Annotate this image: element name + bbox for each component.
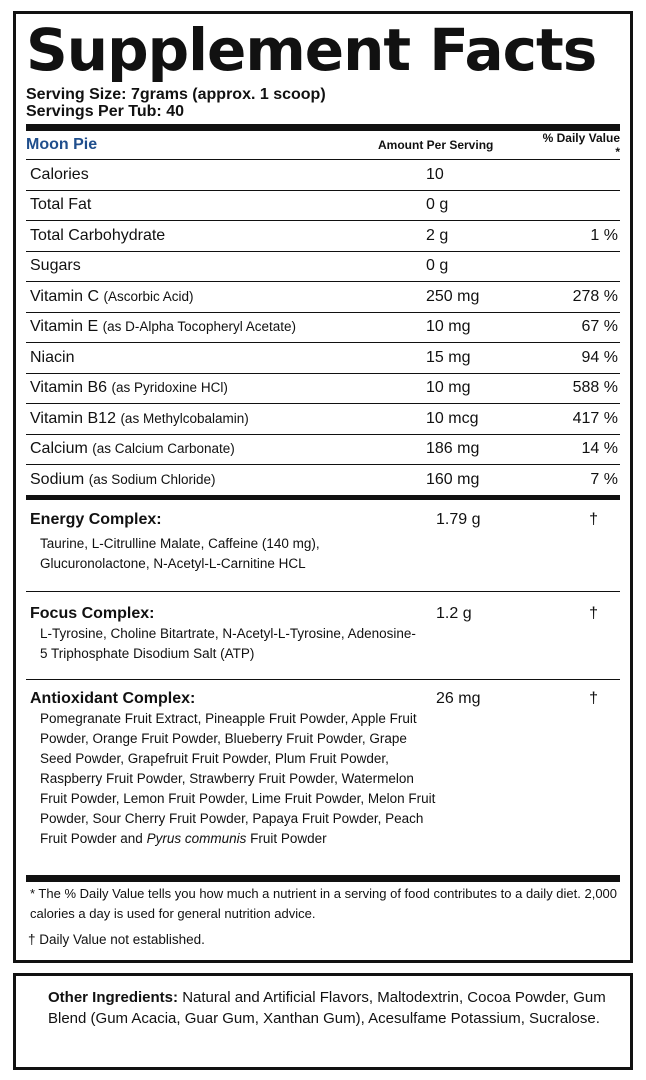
nutrient-row: [26, 373, 620, 404]
nutrient-row: [26, 251, 620, 282]
nutrient-label: Calcium: [30, 440, 88, 458]
complex-ingredients: Taurine, L-Citrulline Malate, Caffeine (140 mg), Glucuronolactone, N-Acetyl-L-Carnitine HCL: [40, 535, 320, 571]
complex-ingredients: L-Tyrosine, Choline Bitartrate, N-Acetyl-L-Tyrosine, Adenosine-5 Triphosphate Disodium Salt (ATP): [40, 625, 416, 661]
nutrient-daily-value: 7 %: [590, 470, 618, 488]
nutrient-name: [26, 349, 426, 367]
nutrient-table: [26, 159, 620, 495]
nutrient-row: [26, 190, 620, 221]
nutrient-source: (as Calcium Carbonate): [92, 441, 235, 457]
nutrient-amount: 10 mcg: [426, 409, 479, 427]
flavor-name: Moon Pie: [26, 136, 98, 153]
nutrient-name: [26, 196, 426, 214]
nutrient-name: [26, 410, 426, 428]
nutrient-source: (as Methylcobalamin): [120, 410, 249, 426]
nutrient-amount: 10 mg: [426, 318, 471, 336]
nutrient-source: (as Sodium Chloride): [88, 471, 216, 487]
complex-amount: 1.2 g: [436, 604, 472, 622]
daily-value-header: % Daily Value *: [542, 131, 620, 159]
nutrient-source: (Ascorbic Acid): [103, 288, 194, 304]
nutrient-amount: 0 g: [426, 196, 449, 214]
nutrient-label: Sugars: [30, 257, 81, 275]
other-ingredients-box: [13, 973, 633, 1070]
nutrient-name: [26, 379, 426, 397]
nutrient-daily-value: 94 %: [581, 348, 618, 366]
nutrient-name: [26, 257, 426, 275]
nutrient-amount: 0 g: [426, 257, 449, 275]
nutrient-row: [26, 220, 620, 251]
nutrient-source: (as Pyridoxine HCl): [111, 380, 228, 396]
nutrient-name: [26, 288, 426, 306]
panel-title: Supplement Facts: [26, 16, 597, 84]
nutrient-row: [26, 281, 620, 312]
supplement-facts-panel: [13, 11, 633, 963]
nutrient-name: [26, 471, 426, 489]
column-header: [26, 131, 620, 159]
nutrient-amount: 250 mg: [426, 287, 480, 305]
daily-value-footnote: * The % Daily Value tells you how much a nutrient in a serving of food contributes to a daily diet. 2,000 calories a day is used for general nutrition advice.: [30, 885, 618, 921]
nutrient-label: Vitamin E: [30, 318, 99, 336]
complex-dv: †: [589, 689, 598, 707]
servings-per-container: [26, 103, 620, 120]
nutrient-daily-value: 14 %: [581, 440, 618, 458]
servings-per-value: 40: [166, 103, 184, 120]
nutrient-daily-value: 67 %: [581, 318, 618, 336]
nutrient-label: Vitamin B6: [30, 379, 108, 397]
nutrient-label: Total Fat: [30, 196, 92, 214]
other-ingredients-label: Other Ingredients:: [48, 989, 179, 1006]
nutrient-amount: 10 mg: [426, 379, 471, 397]
complex-ingredients: [26, 709, 620, 849]
nutrient-row: [26, 434, 620, 465]
nutrient-row: [26, 464, 620, 495]
dagger-footnote: † Daily Value not established.: [28, 931, 205, 947]
nutrient-name: [26, 166, 426, 184]
focus-complex: [26, 592, 620, 679]
serving-size-value: 7grams (approx. 1 scoop): [130, 86, 326, 103]
complex-title: Focus Complex:: [30, 604, 155, 622]
divider-thick: [26, 875, 620, 882]
nutrient-row: [26, 312, 620, 343]
nutrient-amount: 186 mg: [426, 440, 480, 458]
nutrient-row: [26, 403, 620, 434]
serving-size-label: Serving Size:: [26, 86, 127, 103]
complex-dv: †: [589, 604, 598, 622]
nutrient-amount: 160 mg: [426, 470, 480, 488]
servings-per-label: Servings Per Tub:: [26, 103, 162, 120]
nutrient-label: Vitamin C: [30, 287, 100, 305]
nutrient-label: Niacin: [30, 348, 75, 366]
nutrient-daily-value: 417 %: [572, 409, 618, 427]
divider-thick: [26, 124, 620, 131]
nutrient-label: Vitamin B12: [30, 409, 116, 427]
complex-amount: 1.79 g: [436, 510, 481, 528]
nutrient-label: Total Carbohydrate: [30, 226, 166, 244]
ingredients-text: Pomegranate Fruit Extract, Pineapple Fruit Powder, Apple Fruit Powder, Orange Fruit Powder, Blueberry Fruit Powder, Grape Seed Powder, Grapefruit Fruit Powder, Plum Fruit Powder, Raspberry Fruit Powder, Strawberry Fruit Powder, Watermelon Fruit Powder, Lemon Fruit Powder, Lime Fruit Powder, Melon Fruit Powder, Sour Cherry Fruit Powder, Papaya Fruit Powder, Peach Fruit Powder and: [40, 710, 436, 846]
complex-dv: †: [589, 510, 598, 528]
ingredients-italic: Pyrus communis: [146, 830, 247, 846]
nutrient-daily-value: 278 %: [572, 287, 618, 305]
complex-title: Antioxidant Complex:: [30, 689, 196, 707]
amount-per-serving-header: Amount Per Serving: [378, 138, 494, 152]
ingredients-tail: Fruit Powder: [250, 830, 327, 846]
nutrient-name: [26, 318, 426, 336]
nutrient-row: [26, 159, 620, 190]
antioxidant-complex: [26, 680, 620, 875]
nutrient-source: (as D-Alpha Tocopheryl Acetate): [102, 319, 296, 335]
nutrient-name: [26, 440, 426, 458]
energy-complex: [26, 500, 620, 591]
complex-amount: 26 mg: [436, 689, 481, 707]
serving-size: [26, 86, 620, 103]
nutrient-label: Sodium: [30, 470, 85, 488]
nutrient-row: [26, 342, 620, 373]
nutrient-amount: 15 mg: [426, 348, 471, 366]
nutrient-daily-value: 1 %: [590, 226, 618, 244]
nutrient-amount: 10: [426, 165, 444, 183]
nutrient-daily-value: 588 %: [572, 379, 618, 397]
nutrient-name: [26, 227, 426, 245]
nutrient-amount: 2 g: [426, 226, 449, 244]
complex-title: Energy Complex:: [30, 510, 162, 528]
other-ingredients-text: Natural and Artificial Flavors, Maltodextrin, Cocoa Powder, Gum Blend (Gum Acacia, Guar Gum, Xanthan Gum), Acesulfame Potassium, Sucralose.: [48, 989, 606, 1027]
nutrient-label: Calories: [30, 165, 89, 183]
